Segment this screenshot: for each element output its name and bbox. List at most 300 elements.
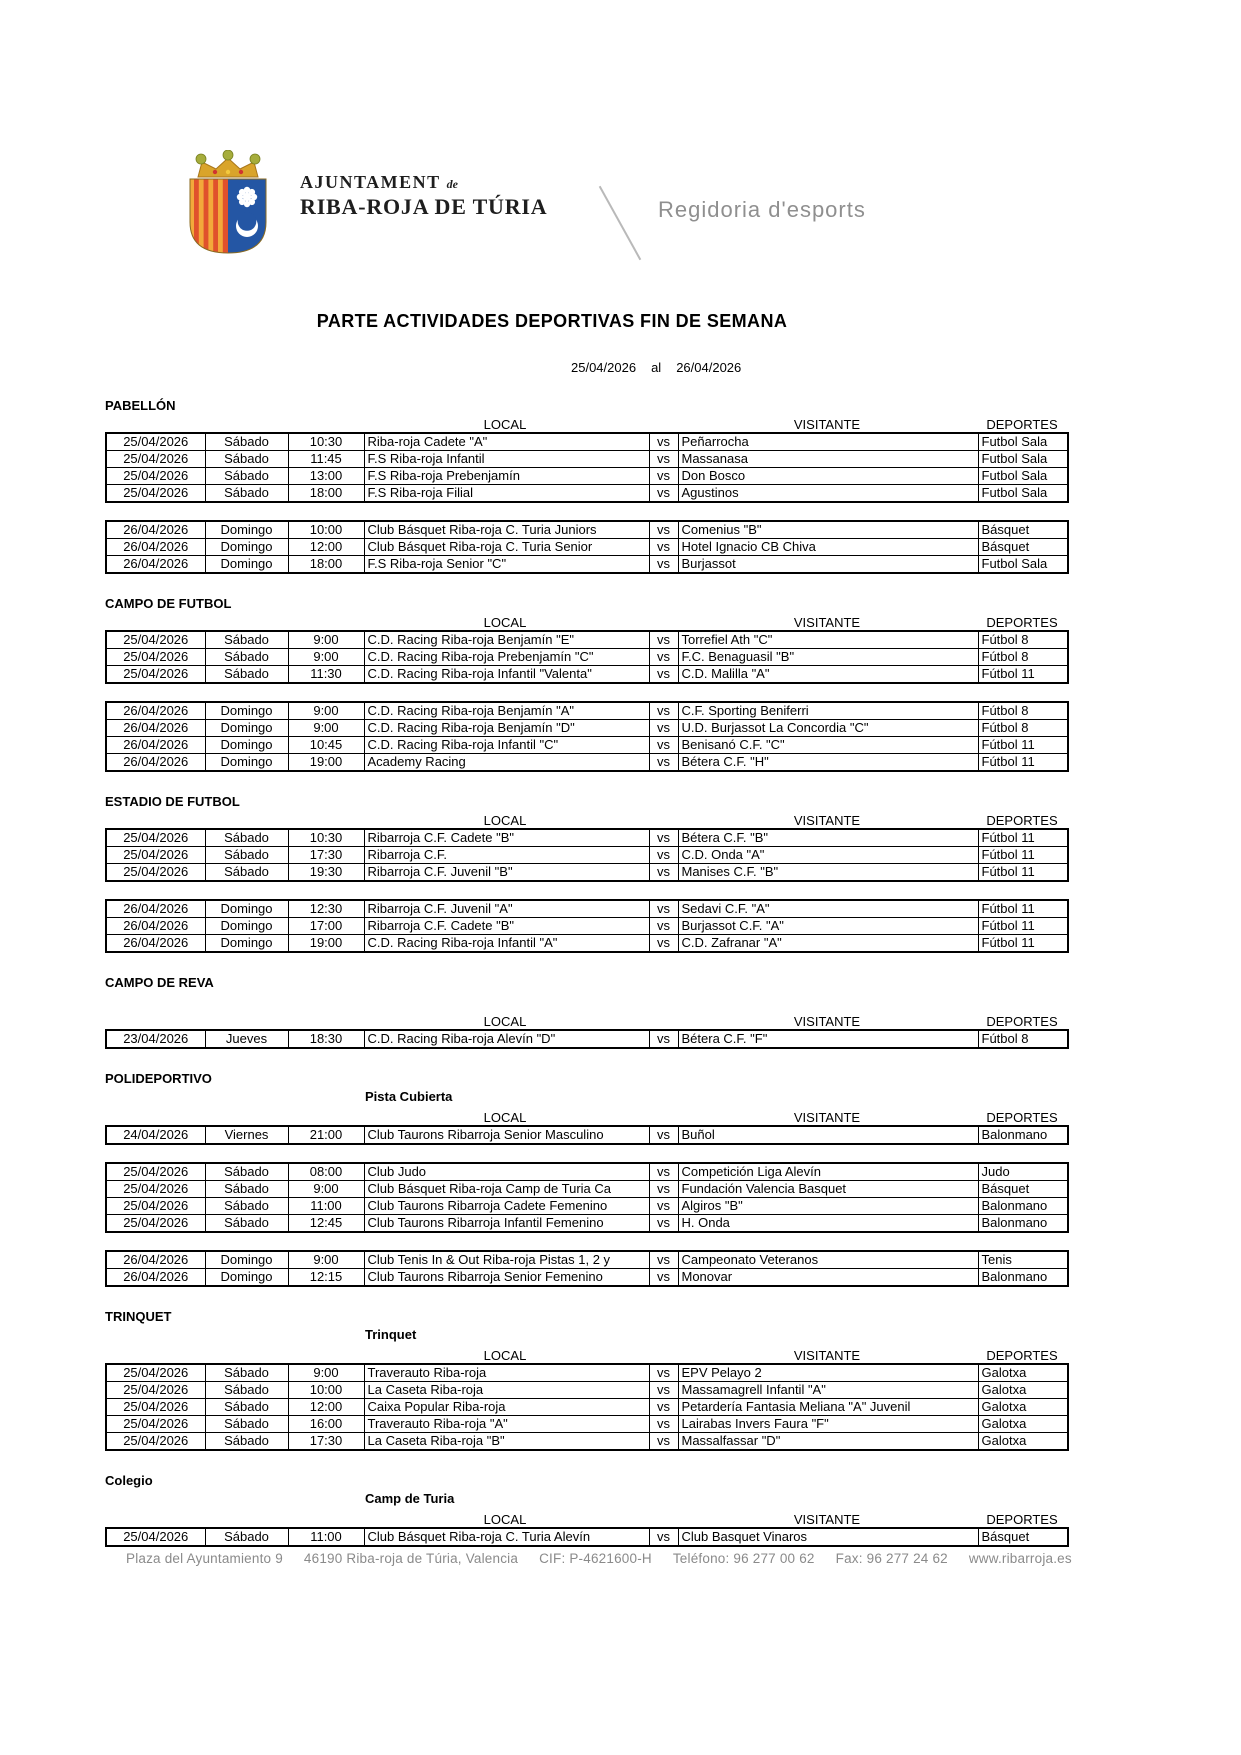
venue-section (105, 398, 1067, 574)
match-date: 25/04/2026 (106, 1433, 205, 1451)
section-title: TRINQUET (105, 1309, 172, 1324)
match-local: La Caseta Riba-roja (364, 1382, 649, 1399)
match-time: 17:30 (288, 1433, 364, 1451)
match-deporte: Galotxa (978, 1399, 1068, 1416)
match-visitante: C.D. Malilla "A" (678, 666, 978, 684)
vs-label: vs (649, 451, 678, 468)
vs-label: vs (649, 1382, 678, 1399)
match-time: 9:00 (288, 720, 364, 737)
match-day: Sábado (205, 847, 288, 864)
match-deporte: Fútbol 8 (978, 1030, 1068, 1048)
section-subtitle: Camp de Turia (365, 1491, 455, 1506)
match-deporte: Galotxa (978, 1382, 1068, 1399)
column-header-visitante: VISITANTE (793, 1348, 861, 1363)
venue-section (105, 1473, 1067, 1547)
column-header-deportes: DEPORTES (986, 1014, 1058, 1029)
match-deporte: Básquet (978, 1181, 1068, 1198)
column-header-deportes: DEPORTES (986, 1512, 1058, 1527)
match-day: Domingo (205, 935, 288, 953)
match-visitante: H. Onda (678, 1215, 978, 1233)
match-date: 25/04/2026 (106, 829, 205, 847)
match-visitante: Monovar (678, 1269, 978, 1287)
match-day: Domingo (205, 737, 288, 754)
venue-section (105, 1309, 1067, 1451)
match-day: Sábado (205, 829, 288, 847)
matches-table (105, 1363, 1069, 1451)
match-local: C.D. Racing Riba-roja Prebenjamín "C" (364, 649, 649, 666)
column-header-local: LOCAL (483, 615, 527, 630)
match-deporte: Básquet (978, 539, 1068, 556)
match-visitante: Comenius "B" (678, 521, 978, 539)
match-row (106, 539, 1068, 556)
vs-label: vs (649, 539, 678, 556)
vs-label: vs (649, 1364, 678, 1382)
match-local: C.D. Racing Riba-roja Benjamín "D" (364, 720, 649, 737)
section-subtitle (365, 994, 1067, 1007)
match-date: 25/04/2026 (106, 1364, 205, 1382)
match-date: 25/04/2026 (106, 864, 205, 882)
column-header-local: LOCAL (483, 1348, 527, 1363)
vs-label: vs (649, 1163, 678, 1181)
match-row (106, 1382, 1068, 1399)
match-time: 11:00 (288, 1198, 364, 1215)
match-row (106, 1215, 1068, 1233)
column-headers (105, 615, 1067, 629)
match-deporte: Judo (978, 1163, 1068, 1181)
match-local: C.D. Racing Riba-roja Alevín "D" (364, 1030, 649, 1048)
match-row (106, 1399, 1068, 1416)
match-date: 26/04/2026 (106, 900, 205, 918)
vs-label: vs (649, 1416, 678, 1433)
match-row (106, 451, 1068, 468)
match-row (106, 737, 1068, 754)
match-row (106, 720, 1068, 737)
match-day: Sábado (205, 631, 288, 649)
match-visitante: Lairabas Invers Faura "F" (678, 1416, 978, 1433)
match-deporte: Tenis (978, 1251, 1068, 1269)
match-deporte: Fútbol 11 (978, 737, 1068, 754)
date-range (571, 360, 741, 375)
match-day: Domingo (205, 918, 288, 935)
match-date: 25/04/2026 (106, 451, 205, 468)
match-time: 21:00 (288, 1126, 364, 1144)
match-local: C.D. Racing Riba-roja Infantil "Valenta" (364, 666, 649, 684)
vs-label: vs (649, 737, 678, 754)
match-time: 9:00 (288, 702, 364, 720)
vs-label: vs (649, 1198, 678, 1215)
match-time: 10:45 (288, 737, 364, 754)
match-time: 19:00 (288, 754, 364, 772)
match-row (106, 1126, 1068, 1144)
match-day: Sábado (205, 485, 288, 503)
match-time: 9:00 (288, 631, 364, 649)
match-local: Traverauto Riba-roja (364, 1364, 649, 1382)
column-header-visitante: VISITANTE (793, 1110, 861, 1125)
match-deporte: Futbol Sala (978, 468, 1068, 485)
match-local: Traverauto Riba-roja "A" (364, 1416, 649, 1433)
match-date: 26/04/2026 (106, 1251, 205, 1269)
match-time: 11:45 (288, 451, 364, 468)
match-day: Domingo (205, 539, 288, 556)
match-day: Sábado (205, 1528, 288, 1546)
match-date: 24/04/2026 (106, 1126, 205, 1144)
match-visitante: Massanasa (678, 451, 978, 468)
match-date: 25/04/2026 (106, 433, 205, 451)
match-local: C.D. Racing Riba-roja Infantil "A" (364, 935, 649, 953)
vs-label: vs (649, 829, 678, 847)
match-local: Club Básquet Riba-roja Camp de Turia Ca (364, 1181, 649, 1198)
match-visitante: Bétera C.F. "B" (678, 829, 978, 847)
match-time: 10:00 (288, 1382, 364, 1399)
match-local: Club Taurons Ribarroja Infantil Femenino (364, 1215, 649, 1233)
match-visitante: Campeonato Veteranos (678, 1251, 978, 1269)
match-row (106, 702, 1068, 720)
match-row (106, 864, 1068, 882)
match-date: 25/04/2026 (106, 1198, 205, 1215)
footer-cif: CIF: P-4621600-H (539, 1551, 652, 1566)
match-row (106, 1181, 1068, 1198)
match-time: 17:00 (288, 918, 364, 935)
vs-label: vs (649, 1030, 678, 1048)
match-visitante: Algiros "B" (678, 1198, 978, 1215)
section-title: POLIDEPORTIVO (105, 1071, 212, 1086)
match-time: 9:00 (288, 1181, 364, 1198)
match-time: 9:00 (288, 649, 364, 666)
column-headers (105, 1348, 1067, 1362)
match-time: 12:00 (288, 1399, 364, 1416)
venue-section (105, 1071, 1067, 1287)
match-row (106, 1251, 1068, 1269)
match-deporte: Galotxa (978, 1364, 1068, 1382)
match-day: Sábado (205, 1364, 288, 1382)
column-header-deportes: DEPORTES (986, 615, 1058, 630)
section-tables (105, 828, 1067, 953)
match-time: 19:00 (288, 935, 364, 953)
match-deporte: Balonmano (978, 1269, 1068, 1287)
column-header-local: LOCAL (483, 1014, 527, 1029)
match-date: 26/04/2026 (106, 754, 205, 772)
vs-label: vs (649, 1181, 678, 1198)
match-deporte: Fútbol 8 (978, 649, 1068, 666)
match-time: 9:00 (288, 1364, 364, 1382)
vs-label: vs (649, 468, 678, 485)
match-row (106, 935, 1068, 953)
match-visitante: C.D. Onda "A" (678, 847, 978, 864)
match-deporte: Fútbol 11 (978, 847, 1068, 864)
match-row (106, 1433, 1068, 1451)
match-deporte: Balonmano (978, 1198, 1068, 1215)
column-header-deportes: DEPORTES (986, 813, 1058, 828)
match-date: 23/04/2026 (106, 1030, 205, 1048)
vs-label: vs (649, 935, 678, 953)
matches-table (105, 828, 1069, 882)
match-time: 19:30 (288, 864, 364, 882)
match-deporte: Fútbol 8 (978, 702, 1068, 720)
matches-table (105, 899, 1069, 953)
match-visitante: Massamagrell Infantil "A" (678, 1382, 978, 1399)
match-visitante: F.C. Benaguasil "B" (678, 649, 978, 666)
vs-label: vs (649, 631, 678, 649)
vs-label: vs (649, 433, 678, 451)
column-headers (105, 813, 1067, 827)
match-visitante: Bétera C.F. "F" (678, 1030, 978, 1048)
vs-label: vs (649, 702, 678, 720)
column-header-local: LOCAL (483, 417, 527, 432)
vs-label: vs (649, 556, 678, 574)
match-visitante: Buñol (678, 1126, 978, 1144)
match-local: Club Judo (364, 1163, 649, 1181)
match-visitante: C.F. Sporting Beniferri (678, 702, 978, 720)
column-headers (105, 1110, 1067, 1124)
match-day: Sábado (205, 1215, 288, 1233)
match-date: 25/04/2026 (106, 1215, 205, 1233)
match-day: Sábado (205, 1181, 288, 1198)
match-local: Ribarroja C.F. (364, 847, 649, 864)
column-header-visitante: VISITANTE (793, 813, 861, 828)
crown-icon (196, 150, 260, 177)
match-row (106, 1269, 1068, 1287)
match-day: Viernes (205, 1126, 288, 1144)
match-deporte: Fútbol 11 (978, 754, 1068, 772)
page-title: PARTE ACTIVIDADES DEPORTIVAS FIN DE SEMANA (316, 311, 788, 331)
match-day: Sábado (205, 1399, 288, 1416)
match-local: F.S Riba-roja Prebenjamín (364, 468, 649, 485)
section-tables (105, 1125, 1067, 1287)
vs-label: vs (649, 1215, 678, 1233)
match-local: Riba-roja Cadete "A" (364, 433, 649, 451)
match-deporte: Fútbol 11 (978, 666, 1068, 684)
match-deporte: Fútbol 11 (978, 864, 1068, 882)
match-local: C.D. Racing Riba-roja Benjamín "E" (364, 631, 649, 649)
vs-label: vs (649, 847, 678, 864)
match-deporte: Galotxa (978, 1416, 1068, 1433)
match-day: Sábado (205, 649, 288, 666)
match-time: 12:45 (288, 1215, 364, 1233)
column-header-visitante: VISITANTE (793, 1512, 861, 1527)
match-row (106, 1198, 1068, 1215)
match-time: 18:00 (288, 556, 364, 574)
match-deporte: Fútbol 11 (978, 935, 1068, 953)
vs-label: vs (649, 666, 678, 684)
match-time: 11:30 (288, 666, 364, 684)
match-date: 26/04/2026 (106, 556, 205, 574)
match-visitante: Sedavi C.F. "A" (678, 900, 978, 918)
column-header-local: LOCAL (483, 1512, 527, 1527)
section-tables (105, 1363, 1067, 1451)
match-row (106, 631, 1068, 649)
match-visitante: Burjassot C.F. "A" (678, 918, 978, 935)
vs-label: vs (649, 900, 678, 918)
section-title: CAMPO DE FUTBOL (105, 596, 232, 611)
match-visitante: Burjassot (678, 556, 978, 574)
match-visitante: Massalfassar "D" (678, 1433, 978, 1451)
section-tables (105, 1029, 1067, 1049)
venue-section (105, 794, 1067, 953)
match-day: Sábado (205, 468, 288, 485)
match-visitante: Club Basquet Vinaros (678, 1528, 978, 1546)
vs-label: vs (649, 1399, 678, 1416)
match-deporte: Básquet (978, 1528, 1068, 1546)
match-visitante: Benisanó C.F. "C" (678, 737, 978, 754)
match-day: Sábado (205, 1163, 288, 1181)
match-visitante: EPV Pelayo 2 (678, 1364, 978, 1382)
match-date: 26/04/2026 (106, 702, 205, 720)
footer-fax: Fax: 96 277 24 62 (835, 1551, 948, 1566)
match-row (106, 918, 1068, 935)
match-day: Domingo (205, 720, 288, 737)
match-row (106, 468, 1068, 485)
match-deporte: Futbol Sala (978, 485, 1068, 503)
match-visitante: Agustinos (678, 485, 978, 503)
match-visitante: U.D. Burjassot La Concordia "C" (678, 720, 978, 737)
page-footer (126, 1551, 1072, 1566)
match-day: Domingo (205, 1251, 288, 1269)
column-headers (105, 1014, 1067, 1028)
match-local: Club Tenis In & Out Riba-roja Pistas 1, 2 y (364, 1251, 649, 1269)
section-tables (105, 1527, 1067, 1547)
match-deporte: Básquet (978, 521, 1068, 539)
match-local: Club Básquet Riba-roja C. Turia Senior (364, 539, 649, 556)
section-subtitle: Pista Cubierta (365, 1089, 453, 1104)
date-to: 26/04/2026 (676, 360, 742, 375)
match-visitante: Hotel Ignacio CB Chiva (678, 539, 978, 556)
match-row (106, 1364, 1068, 1382)
match-local: Ribarroja C.F. Juvenil "A" (364, 900, 649, 918)
match-row (106, 433, 1068, 451)
match-row (106, 485, 1068, 503)
star-icon (237, 187, 257, 207)
match-local: Club Taurons Ribarroja Cadete Femenino (364, 1198, 649, 1215)
vs-label: vs (649, 720, 678, 737)
match-row (106, 900, 1068, 918)
vs-label: vs (649, 485, 678, 503)
match-day: Sábado (205, 1416, 288, 1433)
match-day: Jueves (205, 1030, 288, 1048)
column-header-deportes: DEPORTES (986, 417, 1058, 432)
match-deporte: Fútbol 11 (978, 918, 1068, 935)
date-separator: al (651, 360, 662, 375)
match-local: F.S Riba-roja Senior "C" (364, 556, 649, 574)
match-local: Ribarroja C.F. Cadete "B" (364, 918, 649, 935)
vs-label: vs (649, 1528, 678, 1546)
footer-city: 46190 Riba-roja de Túria, Valencia (303, 1551, 519, 1566)
match-day: Domingo (205, 556, 288, 574)
vs-label: vs (649, 864, 678, 882)
match-date: 26/04/2026 (106, 935, 205, 953)
match-time: 10:30 (288, 433, 364, 451)
match-deporte: Futbol Sala (978, 556, 1068, 574)
section-title: ESTADIO DE FUTBOL (105, 794, 240, 809)
match-day: Sábado (205, 451, 288, 468)
shield-body (190, 179, 266, 253)
matches-table (105, 701, 1069, 772)
match-time: 9:00 (288, 1251, 364, 1269)
match-local: C.D. Racing Riba-roja Benjamín "A" (364, 702, 649, 720)
match-time: 18:30 (288, 1030, 364, 1048)
match-date: 25/04/2026 (106, 1399, 205, 1416)
venue-section (105, 596, 1067, 772)
match-row (106, 556, 1068, 574)
match-date: 25/04/2026 (106, 485, 205, 503)
section-tables (105, 432, 1067, 574)
match-date: 25/04/2026 (106, 631, 205, 649)
match-time: 16:00 (288, 1416, 364, 1433)
vs-label: vs (649, 918, 678, 935)
match-date: 25/04/2026 (106, 649, 205, 666)
match-time: 08:00 (288, 1163, 364, 1181)
column-headers (105, 1512, 1067, 1526)
coat-of-arms-icon (182, 150, 274, 254)
match-time: 11:00 (288, 1528, 364, 1546)
matches-table (105, 630, 1069, 684)
match-date: 25/04/2026 (106, 847, 205, 864)
match-day: Domingo (205, 702, 288, 720)
section-title: Colegio (105, 1473, 153, 1488)
vs-label: vs (649, 1433, 678, 1451)
department-name: Regidoria d'esports (658, 197, 866, 222)
match-time: 12:15 (288, 1269, 364, 1287)
match-day: Sábado (205, 1198, 288, 1215)
sections (105, 376, 1067, 1547)
column-header-visitante: VISITANTE (793, 1014, 861, 1029)
divider-slash (599, 186, 641, 260)
match-deporte: Balonmano (978, 1126, 1068, 1144)
match-date: 25/04/2026 (106, 1163, 205, 1181)
match-day: Sábado (205, 666, 288, 684)
section-title: CAMPO DE REVA (105, 975, 214, 990)
match-row (106, 1030, 1068, 1048)
match-date: 25/04/2026 (106, 1181, 205, 1198)
match-deporte: Futbol Sala (978, 451, 1068, 468)
match-date: 25/04/2026 (106, 1382, 205, 1399)
column-header-local: LOCAL (483, 1110, 527, 1125)
match-visitante: Fundación Valencia Basquet (678, 1181, 978, 1198)
match-deporte: Fútbol 11 (978, 900, 1068, 918)
date-from: 25/04/2026 (571, 360, 637, 375)
venue-section (105, 975, 1067, 1049)
match-visitante: Bétera C.F. "H" (678, 754, 978, 772)
match-row (106, 1163, 1068, 1181)
match-deporte: Futbol Sala (978, 433, 1068, 451)
matches-table (105, 1029, 1069, 1049)
matches-table (105, 1162, 1069, 1233)
column-header-deportes: DEPORTES (986, 1110, 1058, 1125)
match-local: Club Taurons Ribarroja Senior Femenino (364, 1269, 649, 1287)
match-row (106, 521, 1068, 539)
match-row (106, 829, 1068, 847)
matches-table (105, 520, 1069, 574)
match-date: 26/04/2026 (106, 720, 205, 737)
match-day: Sábado (205, 1382, 288, 1399)
match-deporte: Fútbol 8 (978, 720, 1068, 737)
match-local: Ribarroja C.F. Cadete "B" (364, 829, 649, 847)
org-line1: AJUNTAMENT de (300, 172, 458, 192)
column-header-visitante: VISITANTE (793, 417, 861, 432)
match-time: 12:00 (288, 539, 364, 556)
org-line2: RIBA-ROJA DE TÚRIA (300, 194, 548, 219)
match-day: Sábado (205, 1433, 288, 1451)
vs-label: vs (649, 1269, 678, 1287)
match-row (106, 1416, 1068, 1433)
match-row (106, 649, 1068, 666)
match-deporte: Fútbol 8 (978, 631, 1068, 649)
match-time: 17:30 (288, 847, 364, 864)
match-visitante: Peñarrocha (678, 433, 978, 451)
footer-phone: Teléfono: 96 277 00 62 (672, 1551, 815, 1566)
vs-label: vs (649, 521, 678, 539)
match-deporte: Galotxa (978, 1433, 1068, 1451)
column-header-visitante: VISITANTE (793, 615, 861, 630)
